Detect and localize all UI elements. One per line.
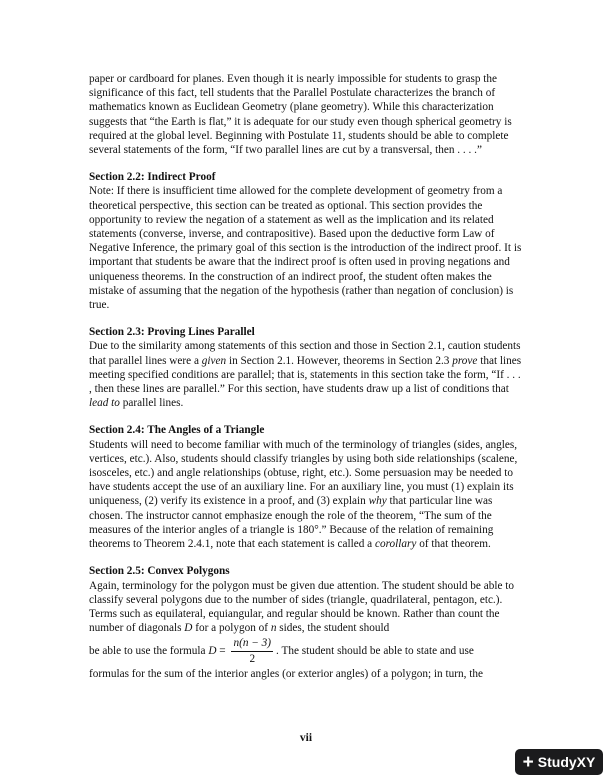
section-2-2 xyxy=(89,170,523,312)
section-heading: Section 2.5: Convex Polygons xyxy=(89,565,230,578)
fraction-numerator: n(n − 3) xyxy=(231,637,273,652)
section-2-3 xyxy=(89,325,523,410)
body-text: Again, terminology for the polygon must be given due attention. The student should be able to classify several polygons due to the number of sides (triangle, quadrilateral, pentagon, etc.). Terms such as equilateral, equiangular, and regular should be known. Rather than count the number of diagonals xyxy=(89,579,515,635)
section-2-4 xyxy=(89,423,523,551)
diagonals-fraction xyxy=(231,637,273,666)
body-text: Students will need to become familiar with much of the terminology of triangles (sides, angles, vertices, etc.). Also, students should classify triangles by using both side relationships (scalene, isosceles, etc.) and angle relationships (obtuse, right, etc.). Some persuasion may be needed to have students accept the use of an auxiliary line. For an auxiliary line, you must (1) explain its uniqueness, (2) verify its existence in a proof, and (3) explain xyxy=(89,438,518,508)
body-text: . The student should be able to state and use xyxy=(276,645,474,658)
emphasis-text: n xyxy=(270,622,277,635)
section-body-continued: formulas for the sum of the interior angles (or exterior angles) of a polygon; in turn, the xyxy=(89,668,483,681)
section-body xyxy=(89,438,523,552)
page-content xyxy=(89,72,523,682)
section-heading: Section 2.2: Indirect Proof xyxy=(89,171,216,184)
section-2-5 xyxy=(89,564,523,681)
badge-label: StudyXY xyxy=(537,754,596,770)
section-heading: Section 2.4: The Angles of a Triangle xyxy=(89,424,265,437)
section-body xyxy=(89,339,523,410)
emphasis-text: why xyxy=(368,495,387,508)
section-heading: Section 2.3: Proving Lines Parallel xyxy=(89,326,255,339)
formula-variable: D xyxy=(208,645,217,658)
body-text: be able to use the formula xyxy=(89,645,209,658)
body-text: parallel lines. xyxy=(119,397,184,410)
emphasis-text: corollary xyxy=(374,538,417,551)
emphasis-text: D xyxy=(184,622,193,635)
formula-equals: = xyxy=(216,645,229,658)
studyxy-badge[interactable] xyxy=(515,749,603,775)
plus-icon: + xyxy=(522,751,534,773)
body-text: in Section 2.1. However, theorems in Section 2.3 xyxy=(226,354,453,367)
section-body: Note: If there is insufficient time allowed for the complete development of geometry from a theoretical perspective, this section can be treated as optional. This section provides the opportunity to review the negation of a statement as well as the implication and its related statements (converse, inverse, and contrapositive). Based upon the deductive form Law of Negative Inference, the primary goal of this section is the introduction of the indirect proof. It is important that students be aware that the indirect proof is often used in proving negations and uniqueness theorems. In the construction of an indirect proof, the student often makes the mistake of assuming that the negation of the hypothesis (rather than negation of conclusion) is true. xyxy=(89,185,522,312)
page-number: vii xyxy=(299,732,313,744)
body-text: Due to the similarity among statements of this section and those in Section 2.1, caution students that parallel lines were a xyxy=(89,340,521,367)
emphasis-text: given xyxy=(201,354,227,367)
fraction-denominator: 2 xyxy=(249,653,256,666)
body-text: that particular line was chosen. The instructor cannot emphasize enough the role of the theorem, “The sum of the measures of the interior angles of a triangle is 180°.” Because of the relation of remaining theorems to Theorem 2.4.1, note that each statement is called a xyxy=(89,495,494,551)
section-body xyxy=(89,579,523,636)
body-text: for a polygon of xyxy=(192,622,271,635)
formula-line xyxy=(89,637,523,666)
body-text: that lines meeting specified conditions are parallel; that is, statements in this section take the form, “If . . . , then these lines are parallel.” For this section, have students draw up a list of conditions that xyxy=(89,354,522,396)
intro-paragraph: paper or cardboard for planes. Even though it is nearly impossible for students to grasp the significance of this fact, tell students that the Parallel Postulate characterizes the branch of mathematics known as Euclidean Geometry (plane geometry). While this characterization suggests that “the Earth is flat,” it is adequate for our study even though spherical geometry is required at the global level. Beginning with Postulate 11, students should be able to complete several statements of the form, “If two parallel lines are cut by a transversal, then . . . .” xyxy=(89,73,512,157)
body-text: sides, the student should xyxy=(276,622,390,635)
body-text: of that theorem. xyxy=(416,538,491,551)
emphasis-text: prove xyxy=(452,354,478,367)
emphasis-text: lead to xyxy=(89,397,120,410)
